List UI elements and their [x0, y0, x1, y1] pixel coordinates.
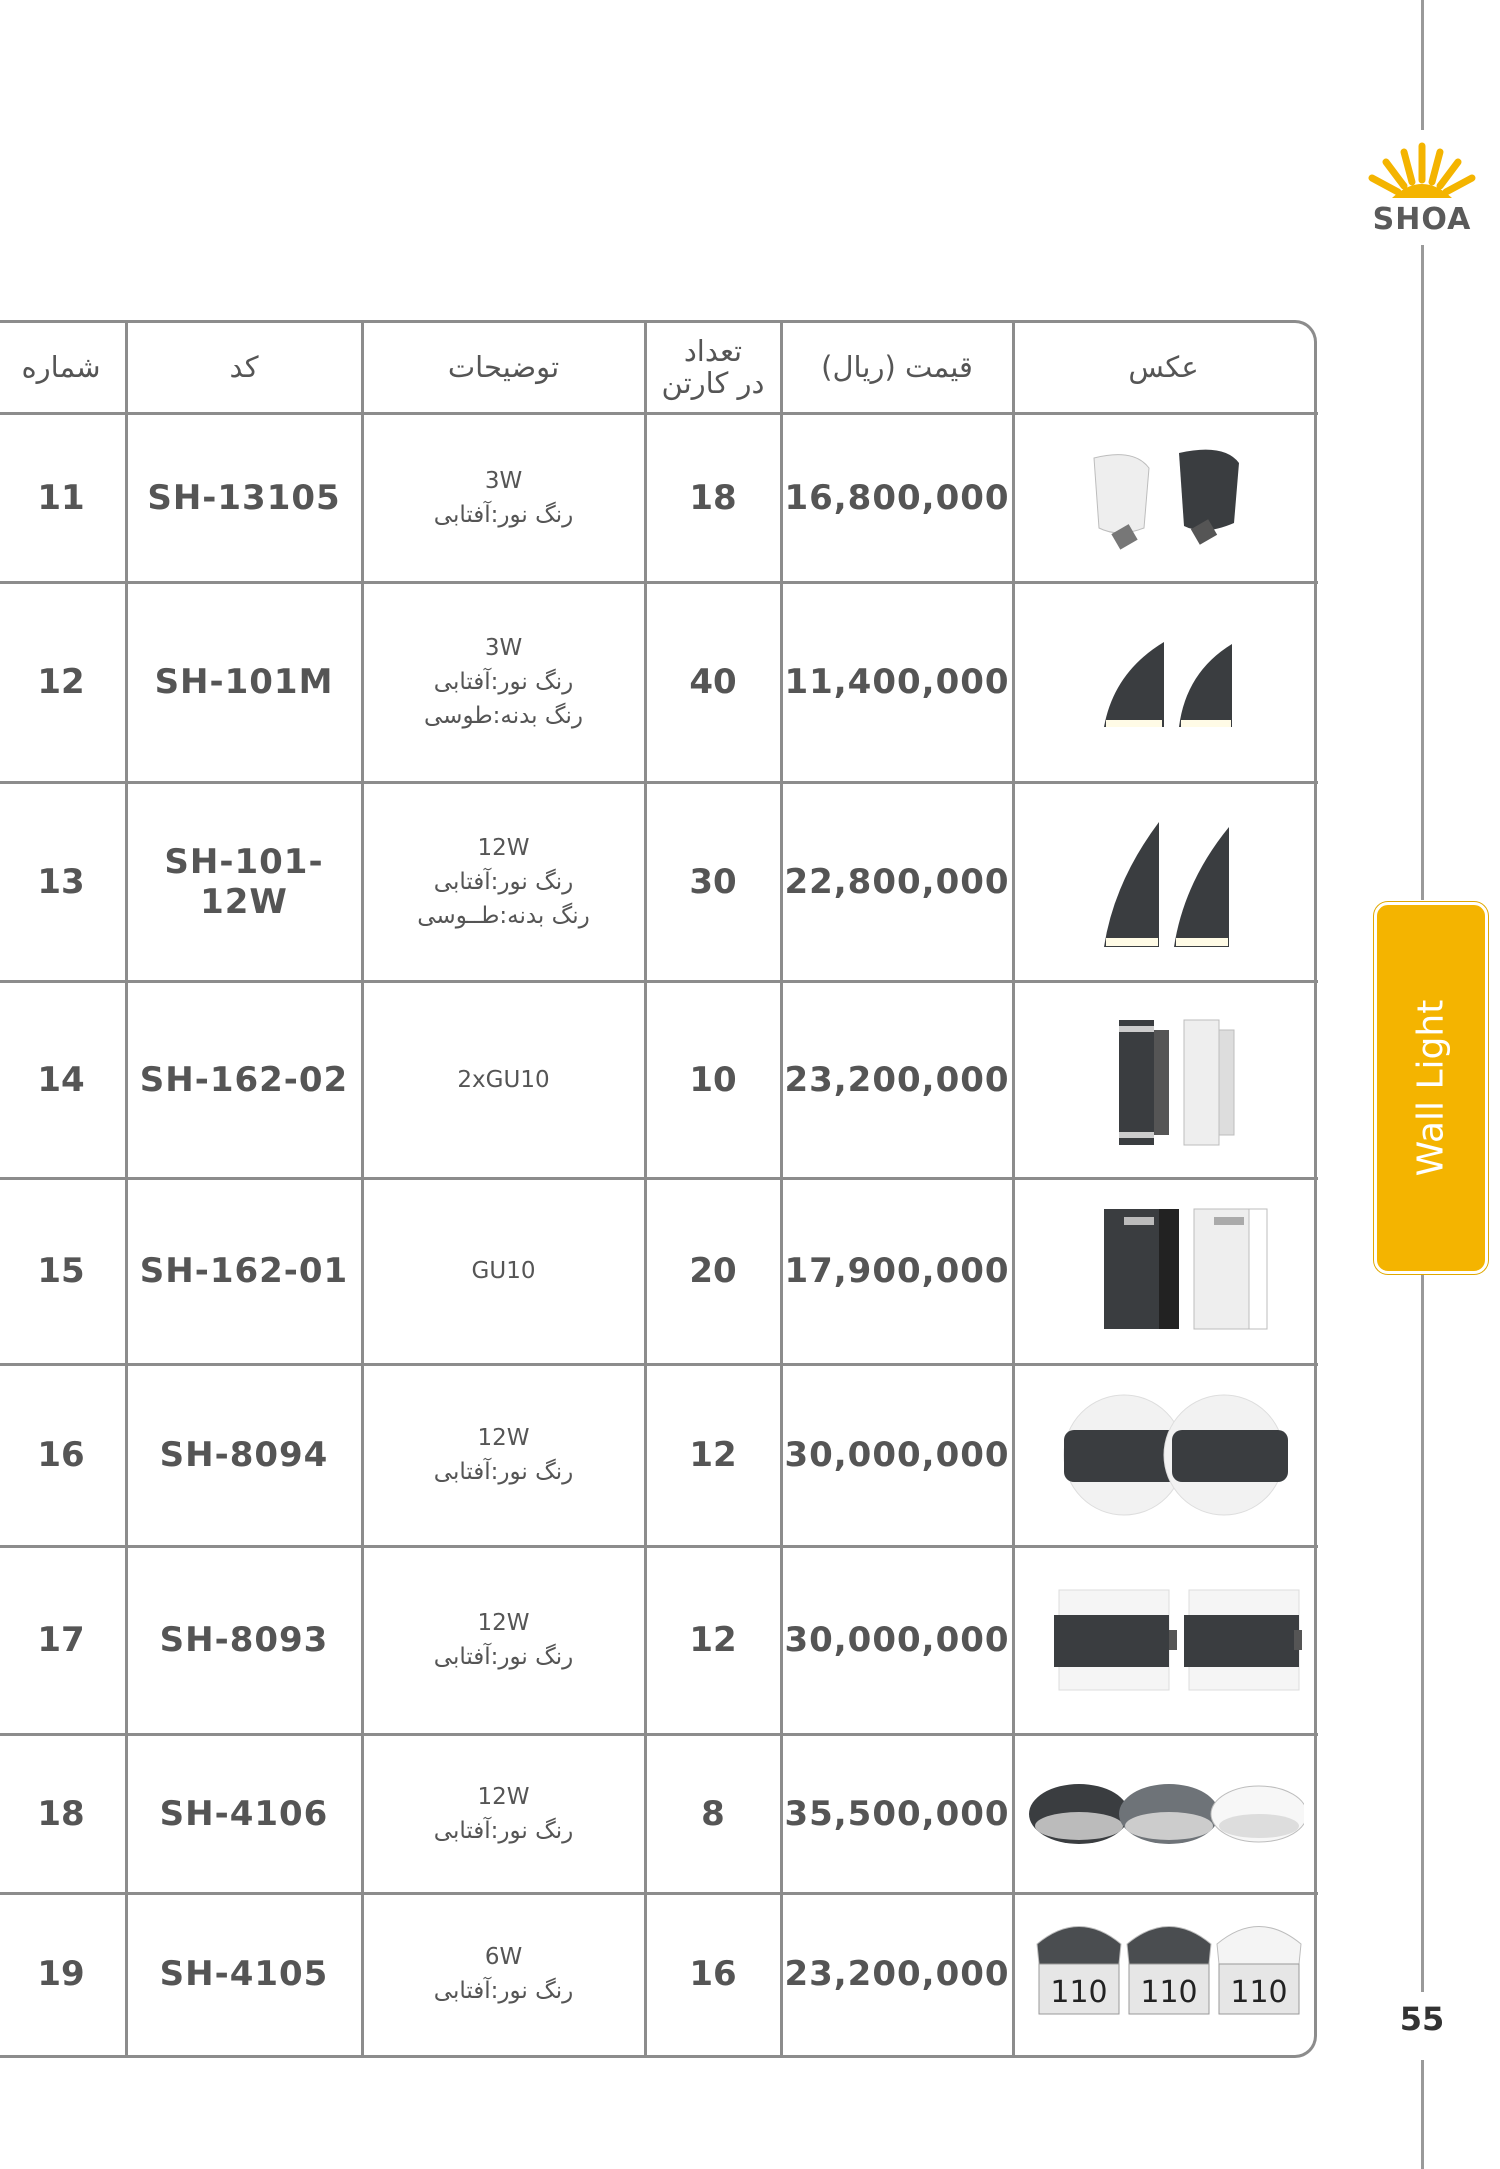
row-number: 19 [37, 1954, 85, 1994]
row-number: 14 [37, 1059, 85, 1100]
description-line: 6W [484, 1944, 523, 1970]
price-table [0, 320, 1318, 2056]
product-price: 22,800,000 [784, 861, 1010, 902]
wall-light-house-number-icon [1024, 1904, 1304, 2044]
brand-name: SHOA [1372, 202, 1472, 237]
house-number-label: 110 [1139, 1975, 1198, 2010]
guide-line-bottom [1421, 2060, 1424, 2169]
product-photo [1013, 413, 1314, 582]
description-line: 12W [477, 1425, 530, 1451]
wall-light-wedge-icon [1024, 612, 1304, 752]
product-price: 16,800,000 [784, 477, 1010, 518]
product-photo [1013, 1546, 1314, 1734]
product-photo [1013, 1893, 1314, 2055]
product-code: SH-4106 [159, 1793, 329, 1834]
product-code: SH-4105 [159, 1954, 329, 1994]
carton-quantity: 10 [689, 1059, 737, 1100]
product-photo [1013, 1364, 1314, 1546]
product-code: SH-162-01 [139, 1251, 349, 1291]
brand-logo [1362, 140, 1482, 240]
description-line: رنگ نور:آفتابی [433, 1817, 574, 1844]
row-number: 17 [37, 1620, 85, 1660]
product-code: SH-8094 [159, 1435, 329, 1475]
description-line: رنگ نور:آفتابی [433, 1459, 574, 1485]
product-price: 30,000,000 [784, 1435, 1010, 1475]
row-number: 11 [37, 477, 85, 518]
sun-rays-icon [1362, 140, 1482, 202]
header-code: کد [229, 349, 259, 384]
row-number: 13 [37, 861, 85, 902]
guide-line-middle [1421, 245, 1424, 900]
description-line: رنگ نور:آفتابی [433, 868, 574, 895]
product-photo [1013, 1734, 1314, 1893]
header-quantity [645, 320, 781, 413]
header-quantity-line2: در کارتن [661, 365, 765, 400]
row-number: 15 [37, 1251, 85, 1291]
product-code: SH-101-12W [164, 841, 324, 922]
product-price: 11,400,000 [784, 662, 1010, 702]
house-number-label: 110 [1229, 1975, 1288, 2010]
wall-light-square-band-icon [1024, 1570, 1304, 1710]
product-price: 30,000,000 [784, 1620, 1010, 1660]
wall-light-oval-icon [1024, 1744, 1304, 1884]
description-line: 3W [484, 635, 523, 661]
wall-light-double-cylinder-icon [1024, 1010, 1304, 1150]
product-photo [1013, 782, 1314, 981]
product-price: 35,500,000 [784, 1793, 1010, 1834]
row-number: 12 [37, 662, 85, 702]
row-number: 16 [37, 1435, 85, 1475]
wall-light-round-icon [1024, 428, 1304, 568]
product-price: 23,200,000 [784, 1954, 1010, 1994]
description-line: 3W [484, 467, 523, 494]
product-description [362, 1893, 645, 2055]
product-photo [1013, 981, 1314, 1178]
guide-line-top [1421, 0, 1424, 130]
wall-light-circle-band-icon [1024, 1385, 1304, 1525]
description-line: رنگ بدنه:طوسی [424, 703, 583, 729]
carton-quantity: 18 [689, 477, 737, 518]
product-description [362, 782, 645, 981]
product-code: SH-162-02 [139, 1059, 349, 1100]
category-tab [1374, 902, 1488, 1274]
header-price: قیمت (ریال) [821, 349, 973, 384]
description-line: 12W [477, 1610, 530, 1636]
header-description: توضیحات [447, 349, 560, 384]
description-line: رنگ نور:آفتابی [433, 1644, 574, 1670]
carton-quantity: 30 [689, 861, 737, 902]
house-number-label: 110 [1049, 1975, 1108, 2010]
carton-quantity: 20 [689, 1251, 737, 1291]
description-line: رنگ نور:آفتابی [433, 1978, 574, 2004]
product-description [362, 1546, 645, 1734]
row-number: 18 [37, 1793, 85, 1834]
category-tab-label: Wall Light [1410, 999, 1452, 1177]
header-photo: عکس [1128, 349, 1199, 384]
description-line: 12W [477, 834, 530, 861]
description-line: 2xGU10 [457, 1066, 550, 1093]
description-line: 12W [477, 1783, 530, 1810]
guide-line-lower [1421, 1272, 1424, 1992]
carton-quantity: 40 [689, 662, 737, 702]
product-price: 17,900,000 [784, 1251, 1010, 1291]
product-photo [1013, 582, 1314, 782]
product-description [362, 1364, 645, 1546]
description-line: GU10 [471, 1258, 536, 1284]
description-line: رنگ نور:آفتابی [433, 501, 574, 528]
product-description [362, 981, 645, 1178]
carton-quantity: 12 [689, 1435, 737, 1475]
product-code: SH-8093 [159, 1620, 329, 1660]
header-quantity-line1: تعداد [683, 333, 743, 368]
wall-light-box-icon [1024, 1201, 1304, 1341]
description-line: رنگ بدنه:طــوسی [417, 902, 590, 929]
wall-light-tall-wedge-icon [1024, 812, 1304, 952]
product-code: SH-13105 [147, 477, 341, 518]
product-price: 23,200,000 [784, 1059, 1010, 1100]
product-description [362, 1178, 645, 1364]
product-description [362, 1734, 645, 1893]
page-number: 55 [1399, 2000, 1445, 2038]
description-line: رنگ نور:آفتابی [433, 669, 574, 695]
product-code: SH-101M [154, 662, 334, 702]
carton-quantity: 16 [689, 1954, 737, 1994]
header-number: شماره [21, 349, 101, 384]
product-description [362, 582, 645, 782]
product-photo [1013, 1178, 1314, 1364]
carton-quantity: 12 [689, 1620, 737, 1660]
carton-quantity: 8 [701, 1793, 725, 1834]
product-description [362, 413, 645, 582]
